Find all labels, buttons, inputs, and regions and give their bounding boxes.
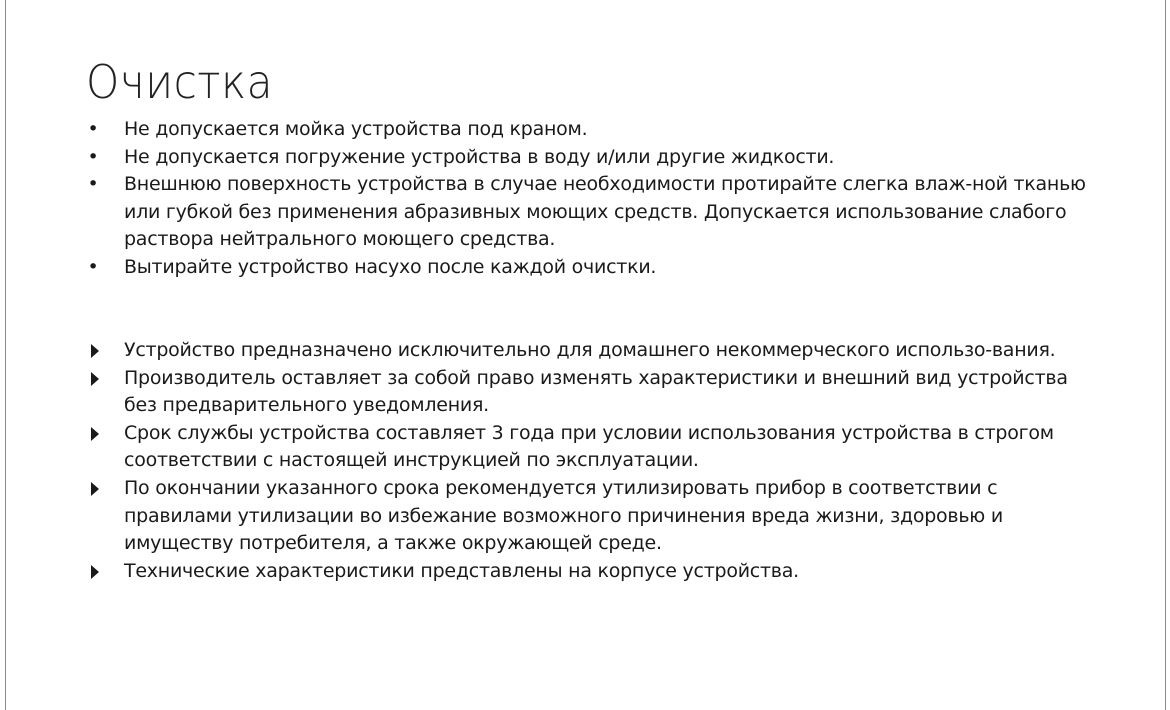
- list-item-text: Вытирайте устройство насухо после каждой очистки.: [124, 255, 657, 278]
- list-item-text: Не допускается погружение устройства в воду и/или другие жидкости.: [124, 145, 835, 168]
- document-page: [5, 0, 1166, 710]
- list-item: [81, 420, 1091, 475]
- list-item-text: Срок службы устройства составляет 3 года при условии использования устройства в строгом соответствии с настоящей инструкцией по эксплуатации.: [124, 421, 1054, 472]
- list-item: [81, 144, 1091, 172]
- triangle-bullet-icon: [91, 482, 99, 496]
- page-title: Очистка: [86, 55, 273, 109]
- list-item: [81, 116, 1091, 144]
- bullet-dot-icon: •: [87, 118, 99, 140]
- triangle-bullet-icon: [91, 427, 99, 441]
- bullet-dot-icon: •: [87, 145, 99, 168]
- list-item-text: Производитель оставляет за собой право изменять характеристики и внешний вид устройства без предварительного уведомления.: [124, 366, 1068, 417]
- cleaning-list: [81, 116, 1091, 282]
- list-item: [81, 558, 1091, 586]
- list-item-text: По окончании указанного срока рекомендуется утилизировать прибор в соответствии с правилами утилизации во избежание возможного причинения вреда жизни, здоровью и имуществу потребителя, а также окружающей среде.: [124, 476, 1003, 555]
- list-item: [81, 254, 1091, 282]
- list-item: [81, 171, 1091, 254]
- triangle-bullet-icon: [91, 372, 99, 386]
- list-item: [81, 475, 1091, 558]
- bullet-dot-icon: •: [87, 173, 99, 196]
- list-item-text: Устройство предназначено исключительно для домашнего некоммерческого использо-вания.: [124, 339, 1056, 361]
- list-item: [81, 337, 1091, 365]
- list-item: [81, 365, 1091, 420]
- triangle-bullet-icon: [91, 565, 99, 579]
- list-item-text: Технические характеристики представлены на корпусе устройства.: [124, 559, 799, 582]
- bullet-dot-icon: •: [87, 255, 99, 278]
- list-item-text: Внешнюю поверхность устройства в случае необходимости протирайте слегка влаж-ной тканью или губкой без применения абразивных моющих средств. Допускается использование слабого раствора нейтрального моющего средства.: [124, 173, 1086, 251]
- list-item-text: Не допускается мойка устройства под краном.: [124, 118, 588, 140]
- info-list: [81, 337, 1091, 585]
- triangle-bullet-icon: [91, 344, 99, 358]
